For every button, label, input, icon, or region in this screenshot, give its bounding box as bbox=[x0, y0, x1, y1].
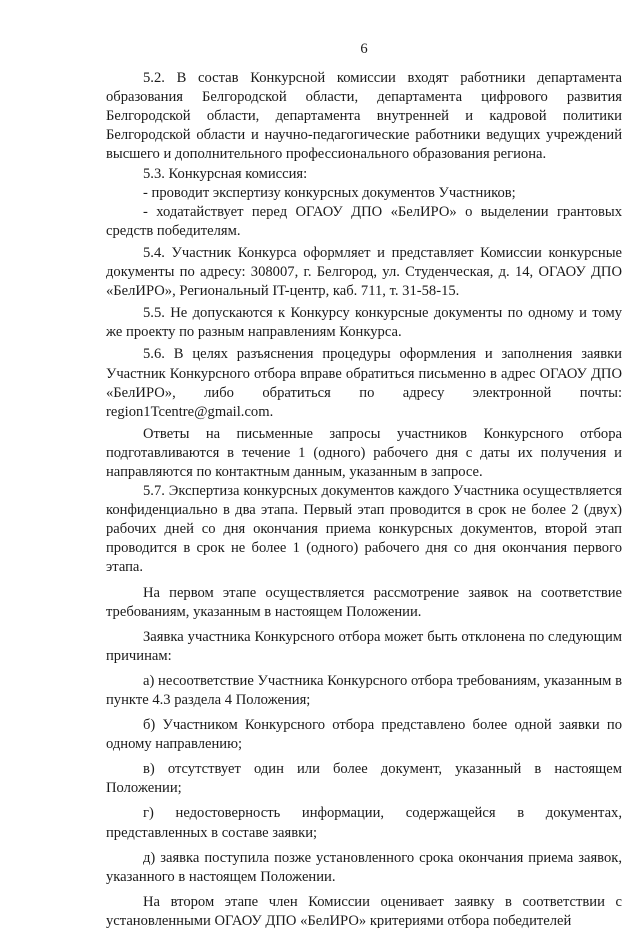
paragraph-5-2: 5.2. В состав Конкурсной комиссии входят работники департамента образования Белгородской области, департамента цифрового развития Белгородской области, департамента внутренней и кадровой политики Белгородской области и научно-педагогические работники ведущих учреждений высшего и дополнительного профессионального образования региона. bbox=[106, 70, 622, 163]
paragraph-5-3: 5.3. Конкурсная комиссия: bbox=[143, 165, 308, 182]
paragraph-answers: Ответы на письменные запросы участников Конкурсного отбора подготавливаются в течение 1 (одного) рабочего дня с даты их получения и направляются по контактным данным, указанным в запросе. bbox=[106, 425, 622, 480]
paragraph-reason-g: г) недостоверность информации, содержащейся в документах, представленных в составе заявки; bbox=[106, 805, 622, 841]
paragraph-5-6: 5.6. В целях разъяснения процедуры оформления и заполнения заявки Участник Конкурсного отбора вправе обратиться письменно в адрес ОГАОУ ДПО «БелИРО», либо обратиться по адресу электронной почты: region1Tcentre@gmail.com. bbox=[106, 346, 622, 420]
paragraph-second-stage: На втором этапе член Комиссии оценивает заявку в соответствии с установленными ОГАОУ ДПО «БелИРО» критериями отбора победителей bbox=[106, 893, 622, 929]
paragraph-5-3-item-1: - проводит экспертизу конкурсных документов Участников; bbox=[143, 184, 516, 201]
paragraph-rejection-reasons: Заявка участника Конкурсного отбора может быть отклонена по следующим причинам: bbox=[106, 628, 622, 664]
paragraph-reason-a: а) несоответствие Участника Конкурсного отбора требованиям, указанным в пункте 4.3 раздела 4 Положения; bbox=[106, 672, 622, 708]
paragraph-5-7: 5.7. Экспертиза конкурсных документов каждого Участника осуществляется конфиденциально в два этапа. Первый этап проводится в срок не более 2 (двух) рабочих дней со дня окончания приема конкурсных документов, второй этап проводится в срок не более 1 (одного) рабочего дня со дня окончания первого этапа. bbox=[106, 483, 622, 576]
page-number: 6 bbox=[360, 41, 368, 57]
paragraph-reason-d: д) заявка поступила позже установленного срока окончания приема заявок, указанного в настоящем Положении. bbox=[106, 849, 622, 885]
paragraph-reason-v: в) отсутствует один или более документ, указанный в настоящем Положении; bbox=[106, 761, 622, 797]
paragraph-5-4: 5.4. Участник Конкурса оформляет и представляет Комиссии конкурсные документы по адресу: 308007, г. Белгород, ул. Студенческая, д. 14, ОГАОУ ДПО «БелИРО», Региональный IT-центр, каб. 711, т. 31-58-15. bbox=[106, 244, 622, 300]
paragraph-5-3-item-2: - ходатайствует перед ОГАОУ ДПО «БелИРО» о выделении грантовых средств победителям. bbox=[106, 203, 622, 239]
paragraph-first-stage: На первом этапе осуществляется рассмотрение заявок на соответствие требованиям, указанным в настоящем Положении. bbox=[106, 584, 622, 620]
paragraph-5-5: 5.5. Не допускаются к Конкурсу конкурсные документы по одному и тому же проекту по разным направлениям Конкурса. bbox=[106, 305, 622, 341]
paragraph-reason-b: б) Участником Конкурсного отбора представлено более одной заявки по одному направлению; bbox=[106, 717, 622, 753]
